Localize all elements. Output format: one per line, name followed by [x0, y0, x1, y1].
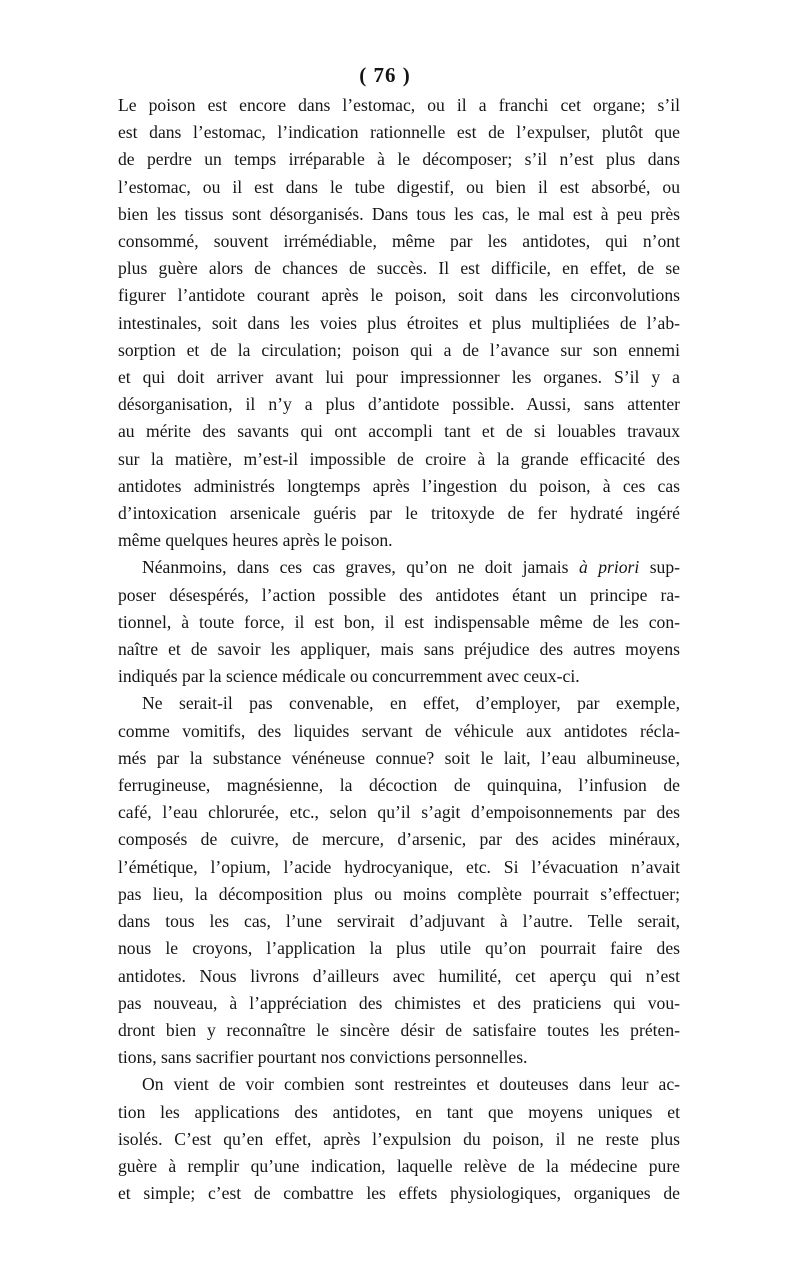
text-line: et simple; c’est de combattre les effets physiologiques, organiques de: [118, 1183, 680, 1204]
italic-phrase: à priori: [578, 557, 640, 578]
text-line: désorganisation, il n’y a plus d’antidote possible. Aussi, sans attenter: [118, 394, 680, 415]
text-line: nous le croyons, l’application la plus utile qu’on pourrait faire des: [118, 938, 680, 959]
paragraph-2: [118, 554, 680, 690]
text-line: figurer l’antidote courant après le poison, soit dans les circonvolutions: [118, 285, 680, 306]
text-line: pas lieu, la décomposition plus ou moins complète pourrait s’effectuer;: [118, 883, 680, 904]
text-line: plus guère alors de chances de succès. Il est difficile, en effet, de se: [118, 258, 680, 279]
text-segment: Néanmoins, dans ces cas graves, qu’on ne doit jamais: [142, 557, 579, 578]
text-line: café, l’eau chlorurée, etc., selon qu’il s’agit d’empoisonnements par des: [118, 802, 680, 823]
page-number: ( 76 ): [359, 63, 411, 87]
text-line: sorption et de la circulation; poison qui a de l’avance sur son ennemi: [118, 339, 680, 360]
text-line: antidotes. Nous livrons d’ailleurs avec humilité, cet aperçu qui n’est: [118, 965, 680, 986]
text-line: dront bien y reconnaître le sincère désir de satisfaire toutes les préten-: [118, 1019, 680, 1040]
text-line: tions, sans sacrifier pourtant nos convictions personnelles.: [118, 1047, 528, 1068]
book-page: [118, 58, 680, 1207]
text-line: consommé, souvent irrémédiable, même par les antidotes, qui n’ont: [118, 231, 680, 252]
text-line: tion les applications des antidotes, en tant que moyens uniques et: [118, 1101, 680, 1122]
text-line: bien les tissus sont désorganisés. Dans tous les cas, le mal est à peu près: [118, 203, 680, 224]
text-line: Le poison est encore dans l’estomac, ou il a franchi cet organe; s’il: [118, 95, 680, 115]
text-line: l’émétique, l’opium, l’acide hydrocyanique, etc. Si l’évacuation n’avait: [118, 856, 680, 877]
text-line: l’estomac, ou il est dans le tube digestif, ou bien il est absorbé, ou: [118, 176, 680, 197]
text-line: isolés. C’est qu’en effet, après l’expulsion du poison, il ne reste plus: [118, 1128, 680, 1149]
text-line: més par la substance vénéneuse connue? soit le lait, l’eau albumineuse,: [118, 747, 680, 768]
text-line: poser désespérés, l’action possible des antidotes étant un principe ra-: [118, 584, 680, 605]
text-line: au mérite des savants qui ont accompli tant et de si louables travaux: [118, 421, 680, 442]
text-line: [118, 554, 680, 581]
text-line: ferrugineuse, magnésienne, la décoction de quinquina, l’infusion de: [118, 775, 680, 796]
paragraph-4: [118, 1071, 680, 1207]
text-line: d’intoxication arsenicale guéris par le tritoxyde de fer hydraté ingéré: [118, 503, 680, 524]
text-line: intestinales, soit dans les voies plus étroites et plus multipliées de l’ab-: [118, 312, 680, 333]
text-line: guère à remplir qu’une indication, laquelle relève de la médecine pure: [118, 1155, 680, 1176]
text-line: même quelques heures après le poison.: [118, 530, 393, 551]
paragraph-3: [118, 690, 680, 1071]
text-line: naître et de savoir les appliquer, mais sans préjudice des autres moyens: [118, 639, 680, 660]
text-line: dans tous les cas, l’une servirait d’adjuvant à l’autre. Telle serait,: [118, 911, 680, 932]
text-line: pas nouveau, à l’appréciation des chimistes et des praticiens qui vou-: [118, 992, 680, 1013]
text-line: tionnel, à toute force, il est bon, il est indispensable même de les con-: [118, 611, 680, 632]
text-line: et qui doit arriver avant lui pour impressionner les organes. S’il y a: [118, 367, 680, 388]
text-line: de perdre un temps irréparable à le décomposer; s’il n’est plus dans: [118, 149, 680, 170]
text-line: est dans l’estomac, l’indication rationnelle est de l’expulser, plutôt que: [118, 122, 680, 143]
text-line: indiqués par la science médicale ou concurremment avec ceux-ci.: [118, 666, 580, 687]
text-segment: sup-: [639, 557, 681, 578]
text-line: antidotes administrés longtemps après l’ingestion du poison, à ces cas: [118, 475, 680, 496]
body-text: [118, 92, 680, 1207]
paragraph-1: [118, 92, 680, 554]
text-line: On vient de voir combien sont restreintes et douteuses dans leur ac-: [142, 1074, 680, 1095]
text-line: composés de cuivre, de mercure, d’arsenic, par des acides minéraux,: [118, 829, 680, 850]
text-line: comme vomitifs, des liquides servant de véhicule aux antidotes récla-: [118, 720, 680, 741]
text-line: Ne serait-il pas convenable, en effet, d’employer, par exemple,: [142, 693, 680, 714]
text-line: sur la matière, m’est-il impossible de croire à la grande efficacité des: [118, 448, 680, 469]
